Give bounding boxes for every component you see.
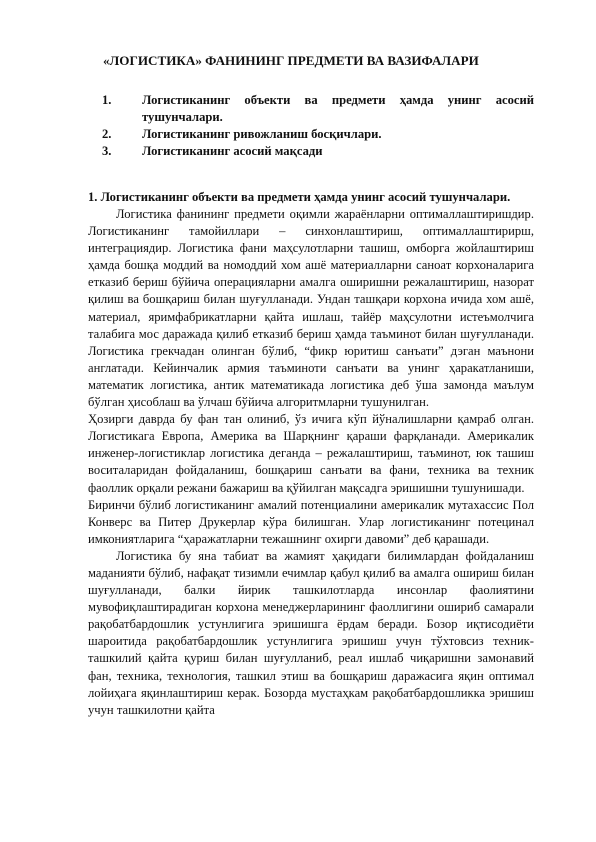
body-paragraph: Логистика фанининг предмети оқимли жараёнларни оптималлаштиришдир. Логистиканинг тамойиллари – синхонлаштириш, оптималлаштирирш, интеграциядир. Логистика фани маҳсулотларни ташиш, омборга жойлаштириш ҳамда бошқа моддий ва номоддий хом ашё материалларни саноат корхоналарига етказиб бериш бўйича операцияларни амалга оширишни режалаштириш, назорат қилиш ва бошқариш билан шуғулланади. Ундан ташқари корхона ичида хом ашё, материал, яримфабрикатларни қайта ишлаш, тайёр маҳсулотни истеъмолчига талабига мос даражада қилиб етказиб бериш ҳамда таъминот билан шуғулланади. Логистика грекчадан олинган бўлиб, “фикр юритиш санъати” дэган маънони англатади. Кейинчалик армия таъминоти санъати ва унинг ҳаракатланиши, математик логистика, антик математикада логистика деб ўша замонда маълум бўлган ҳисоблаш ва ўлчаш бўйича алгоритмларни тушунилган. bbox=[88, 207, 534, 410]
topic-number: 1. bbox=[102, 93, 112, 107]
topic-item bbox=[88, 143, 534, 160]
topic-text: Логистиканинг асосий мақсади bbox=[142, 144, 323, 158]
topic-number: 2. bbox=[102, 127, 112, 141]
section-heading: 1. Логистиканинг объекти ва предмети ҳамда унинг асосий тушунчалари. bbox=[88, 190, 511, 204]
body-paragraph: Биринчи бўлиб логистиканинг амалий потенциалини америкалик мутахассис Пол Конверс ва Питер Друкерлар кўра билишган. Улар логистиканинг потецинал имкониятларига “ҳаражатларни тежашнинг охирги давоми” деб қарашади. bbox=[88, 497, 534, 546]
body-paragraph: Ҳозирги даврда бу фан тан олиниб, ўз ичига кўп йўналишларни қамраб олган. Логистикага Европа, Америка ва Шарқнинг қараши фарқланади. Америкалик инженер-логистиклар логистика деганда – режалаштириш, таъминот, юк ташиш воситаларидан фойдаланиш, бошқариш санъати ва фани, техника ва техник фаоллик орқали режани бажариш ва қўйилган мақсадга эришишни тушунишади. bbox=[88, 412, 534, 495]
topic-list bbox=[88, 92, 534, 160]
body-paragraph: Логистика бу яна табиат ва жамият ҳақидаги билимлардан фойдаланиш маданияти бўлиб, нафақат тизимли ечимлар қабул қилиб ва амалга ошириш билан шуғулланади, балки йирик ташкилотларда инсонлар фаолиятини мувофиқлаштирадиган корхона менеджерларининг фаоллигини ошириб самарали рақобатбардошлик устунлигига эришишга ёрдам беради. Бозор иқтисодиёти шароитида рақобатбардошлик устунлигига эришиш учун тўхтовсиз техник-ташкилий қайта қуриш билан шуғулланиб, реал ишлаб чиқаришни замонавий фан, техника, технология, ташкил этиш ва бошқариш даражасига яқин оптимал лойиҳага яқинлаштириш керак. Бозорда мустаҳкам рақобатбардошликка эришиш учун ташкилотни қайта bbox=[88, 548, 534, 717]
topic-item bbox=[88, 92, 534, 126]
topic-number: 3. bbox=[102, 144, 112, 158]
page-title: «ЛОГИСТИКА» ФАНИНИНГ ПРЕДМЕТИ ВА ВАЗИФАЛАРИ bbox=[103, 53, 479, 68]
section-spacer bbox=[88, 160, 534, 189]
topic-text: Логистиканинг ривожланиш босқичлари. bbox=[142, 127, 382, 141]
topic-item bbox=[88, 126, 534, 143]
topic-text: Логистиканинг объекти ва предмети ҳамда унинг асосий тушунчалари. bbox=[142, 93, 534, 124]
section-body bbox=[88, 206, 534, 719]
